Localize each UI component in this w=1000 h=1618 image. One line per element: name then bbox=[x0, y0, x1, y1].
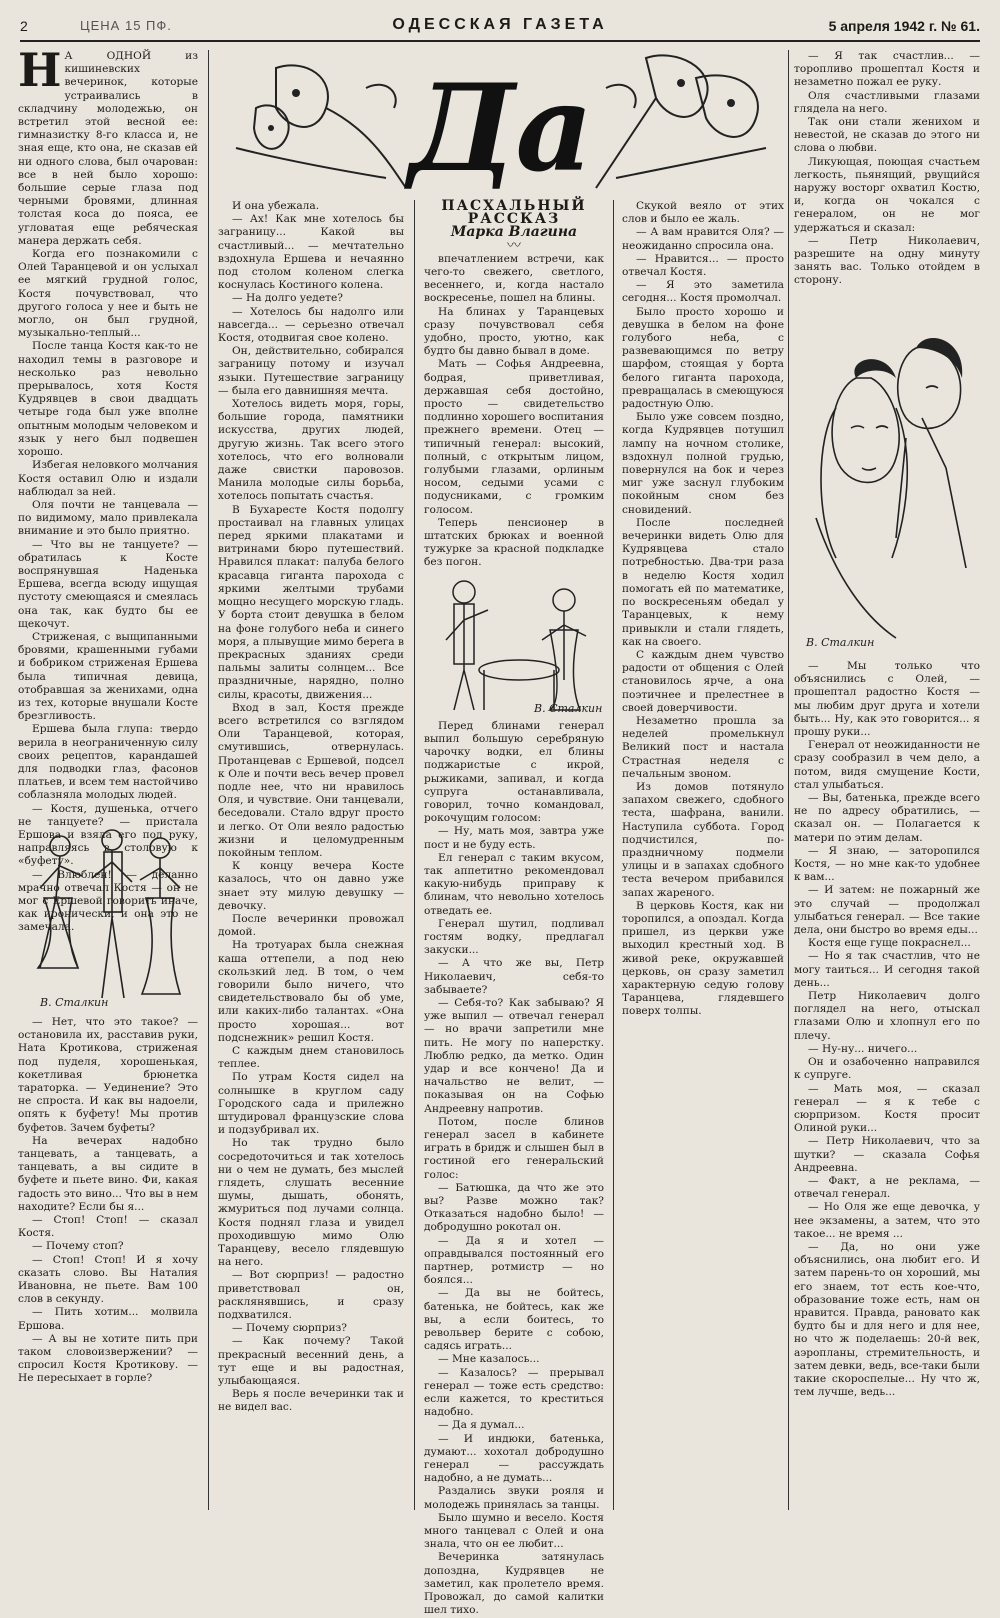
paragraph: — Да я и хотел — оправдывался постоянный его партнер, ротмистр — но боялся... bbox=[424, 1234, 604, 1287]
paragraph: Незаметно прошла за неделей промелькнул Великий пост и настала Страстная неделя с печальным звоном. bbox=[622, 714, 784, 780]
paragraph: — На долго уедете? bbox=[232, 292, 343, 305]
paragraph: Вход в зал, Костя прежде всего встретился со взглядом Оли Таранцевой, которая, смутившись, отвернулась. Протанцевав с Ершевой, подсел к Оле и почти весь вечер провел подле нее, что ни нравилось Оля, и чувствие. Они танцевали, беседовали. Стало вдруг просто и легко. От Оли веяло радостью жизни и целомудренным покойным теплом. bbox=[218, 701, 404, 859]
paragraph: В церковь Костя, как ни торопился, а опоздал. Когда пришел, из церкви уже выходил крестный ход. В живой реке, окружавшей церковь, он сразу заметил характерную седую голову Таранцева, глядевшего поверх толпы. bbox=[622, 899, 784, 1018]
column-rule bbox=[414, 200, 415, 1510]
paragraph: — Да вы не бойтесь, батенька, не бойтесь, как же вы, а если боитесь, то револьвер берите с собою, садясь играть... bbox=[424, 1287, 604, 1353]
paragraph: Костя еще гуще покраснел... bbox=[808, 937, 971, 950]
paragraph: Ершева была глупа: твердо верила в неограниченную силу своих рецептов, карандашей для подводки глаз, фасонов платьев, и всем тем настойчиво соблазняла молодых людей. bbox=[18, 723, 198, 802]
paragraph: — Но Оля же еще девочка, у нее экзамены, а затем, что это такое... не время ... bbox=[794, 1201, 980, 1240]
paragraph: Хотелось видеть моря, горы, большие города, памятники искусства, других людей, другую жизнь. Так всего этого хотелось, что его волновали даже свистки паровозов. Манила молодые силы борьба, хотелось попытать счастья. bbox=[218, 398, 404, 503]
story-author: Марка Влагина bbox=[450, 224, 578, 241]
paragraph: — Себя-то? Как забываю? Я уже выпил — отвечал генерал — но врачи запретили мне пить. Не могу по наперстку. Люблю редко, да метко. Один удар и все кончено! Да и начальство не велит, — показывая он на Софью Андреевну напротив. bbox=[424, 996, 604, 1115]
paragraph: — Ах! Как мне хотелось бы заграницу... Какой вы счастливый... — мечтательно вздохнула Ершева и нечаянно под столом коленом слегка коснулась Костиного колена. bbox=[218, 213, 404, 292]
newspaper-header bbox=[20, 14, 980, 42]
paragraph: — Нет, что это такое? — остановила их, расставив руки, Ната Кротикова, стриженая под пуделя, хорошенькая, кокетливая брюнетка тараторка. — Уединение? Это не спроста. И как вы надоели, опять к буфету! Мы против буфетов. Зачем буфеты? bbox=[18, 1016, 198, 1134]
paragraph: На тротуарах была снежная каша оттепели, а под нею скользкий лед. В том, о чем говорили было ничего, что свидетельствовало бы об уме, или каких-либо талантах. «Она просто хорошая... вот подснежник» решил Костя. bbox=[218, 939, 404, 1044]
dateline: 5 апреля 1942 г. № 61. bbox=[828, 18, 980, 34]
column-4 bbox=[622, 200, 784, 1510]
story-heading: ПАСХАЛЬНЫЙ РАССКАЗ bbox=[441, 198, 587, 228]
paragraph: Он и озабоченно направился к супруге. bbox=[794, 1056, 980, 1082]
paragraph: — Нравится... — просто отвечал Костя. bbox=[622, 252, 784, 279]
blini-table-illustration bbox=[424, 570, 604, 716]
paragraph: — Костя, душенька, отчего не танцуете? — пристала Ершова и взяла его под руку, направляясь в столовую к «буфету». bbox=[18, 802, 198, 868]
paragraph: — Вот сюрприз! — радостно приветствовал он, расклянявшись, и сразу подхватился. bbox=[218, 1269, 404, 1322]
paragraph: — Что вы не танцуете? — обратилась к Косте воспрянувшая Наденька Ершева, всегда всюду ищущая пустоту смеющаяся и смеялась она так, как будто бы ее щекочут. bbox=[18, 538, 198, 630]
paragraph: — И затем: не пожарный же это случай — продолжал улыбаться генерал. — Все такие дела, они быстро во время еды... bbox=[794, 884, 980, 937]
column-rule bbox=[788, 50, 789, 1510]
paragraph: Было просто хорошо и девушка в белом на фоне голубого неба, с развевающимся по ветру шарфом, стоящая у борта белого гиганта парохода, превращалась в смеющуюся радостную Олю. bbox=[622, 305, 784, 411]
paragraph: — Ну-ну... ничего... bbox=[808, 1042, 918, 1055]
paragraph: Теперь пенсионер в штатских брюках и военной тужурке за красной подкладке без погон. bbox=[424, 516, 604, 569]
paragraph: С каждым днем чувство радости от общения с Олей становилось ярче, а она поэтичнее и прелестнее в своей доверчивости. bbox=[622, 648, 784, 714]
story-title-art bbox=[216, 48, 786, 198]
couple-portrait-illustration bbox=[796, 318, 978, 654]
title-word: Да bbox=[408, 58, 594, 199]
column-rule bbox=[208, 50, 209, 1510]
paragraph: Перед блинами генерал выпил большую серебряную чарочку водки, ел блины поджаристые с икрой, рыжиками, запивал, и когда супруга останавливала, говорил, точно командовал, рокочущим голосом: bbox=[424, 719, 604, 825]
paragraph: — Но я так счастлив, что не могу таиться... И сегодня такой день... bbox=[794, 950, 980, 989]
paragraph: Генерал шутил, подливал гостям водку, предлагал закуски... bbox=[424, 917, 604, 957]
paragraph: Ел генерал с таким вкусом, так аппетитно рекомендовал какую-нибудь приправу к блинам, что невольно хотелось отведать ее. bbox=[424, 851, 604, 917]
paragraph: Мать — Софья Андреевна, бодрая, приветливая, державшая себя достойно, просто — свидетельство подлинно хорошего воспитания прежнего времени. Отец — типичный генерал: высокий, полный, с открытым лицом, голубыми глазами, орлиным носом, седыми усами с подусниками, с громким голосом. bbox=[424, 358, 604, 516]
column-3 bbox=[424, 198, 604, 1617]
column-5-continued bbox=[794, 660, 980, 1510]
paragraph: Было уже совсем поздно, когда Кудрявцев потушил лампу на ночном столике, вздохнул полной грудью, повернулся на бок и через миг уже заснул глубоким покойным сном без сновидений. bbox=[622, 411, 784, 516]
paragraph: Раздались звуки рояля и молодежь принялась за танцы. bbox=[424, 1485, 604, 1511]
paragraph: Он, действительно, собирался заграницу потому и изучал языки. Путешествие заграницу — была его давнишняя мечта. bbox=[218, 345, 404, 397]
column-rule bbox=[613, 200, 614, 1510]
paragraph: Было шумно и весело. Костя много танцевал с Олей и она знала, что он ее любит... bbox=[424, 1511, 604, 1551]
paragraph: — А вам нравится Оля? — неожиданно спросила она. bbox=[622, 226, 784, 252]
paragraph: Оля счастливыми глазами глядела на него. bbox=[794, 89, 980, 115]
divider-ornament: 〰 bbox=[507, 237, 521, 254]
paragraph: После последней вечеринки видеть Олю для Кудрявцева стало потребностью. Два-три раза в неделю Костя ходил помогать ей по математике, по воскресеньям обедал у Таранцевых, к нему привыкли и стали глядеть, как на своего. bbox=[622, 516, 784, 648]
paragraph: С каждым днем становилось теплее. bbox=[218, 1045, 404, 1071]
paragraph: — Я это заметила сегодня... Костя промолчал. bbox=[622, 279, 784, 305]
paragraph: — Ну, мать моя, завтра уже пост и не буду есть. bbox=[424, 825, 604, 851]
paragraph: Оля почти не танцевала — по видимому, мало привлекала внимание и это было приятно. bbox=[18, 498, 198, 538]
paragraph: Когда его познакомили с Олей Таранцевой и он услыхал ее мягкий грудной голос, Костя почувствовал, что другого голоса у нее и быть не могло, он был грудной, музыкально-теплый... bbox=[18, 248, 198, 340]
page-number: 2 bbox=[20, 18, 28, 34]
paragraph: — А что же вы, Петр Николаевич, себя-то забываете? bbox=[424, 957, 604, 996]
paragraph: — Да я думал... bbox=[438, 1419, 525, 1432]
illustration-signature: В. Сталкин bbox=[534, 701, 603, 715]
paragraph: — Пить хотим... молвила Ершова. bbox=[18, 1306, 198, 1332]
paragraph: И она убежала. bbox=[232, 200, 320, 212]
paragraph: — Петр Николаевич, что за шутки? — сказала Софья Андреевна. bbox=[794, 1135, 980, 1174]
paragraph: — Мать моя, — сказал генерал — я к тебе с сюрпризом. Костя просит Олиной руки... bbox=[794, 1082, 980, 1135]
illustration-signature: В. Сталкин bbox=[806, 636, 875, 649]
paragraph: — А вы не хотите пить при таком словоизвержении? — спросил Костя Кротикову. — Не пересыхает в горле? bbox=[18, 1332, 198, 1385]
paragraph: — И индюки, батенька, думают... хохотал добродушно генерал — рассуждать надобно, а не думать... bbox=[424, 1432, 604, 1485]
paragraph: — Вы, батенька, прежде всего не по адресу обратились, — сказал он. — Полагается к матери по этим делам. bbox=[794, 792, 980, 844]
paragraph: На вечерах надобно танцевать, а танцевать, а танцевать, а вы сидите в буфете и пьете вино. Фи, какая гадость это вино... Что вы в нем находите? Если бы я... bbox=[18, 1134, 198, 1213]
column-1-continued bbox=[18, 1016, 198, 1510]
paragraph: — Влюблен! — деланно мрачно отвечал Костя — он не мог с Ершевой говорить иначе, как иронически, и она это не замечала. bbox=[18, 868, 198, 934]
flower-ornament-illustration bbox=[216, 48, 786, 198]
paragraph: — Я так счастлив... — торопливо прошептал Костя и незаметно пожал ее руку. bbox=[794, 50, 980, 89]
paragraph: Скукой веяло от этих слов и было ее жаль. bbox=[622, 200, 784, 226]
paragraph: — Батюшка, да что же это вы? Разве можно так? Отказаться надобно было! — добродушно рокотал он. bbox=[424, 1181, 604, 1234]
column-2 bbox=[218, 200, 404, 1510]
dancing-couple-illustration bbox=[20, 818, 196, 1010]
illustration-signature: В. Сталкин bbox=[40, 996, 109, 1009]
paragraph: Из домов потянуло запахом свежего, сдобного теста, шафрана, ванили. Наступила суббота. Город подчистился, по-праздничному подмели улицы и в запахах сдобного теста вечером прибавился запах жареного. bbox=[622, 780, 784, 899]
paragraph: Так они стали женихом и невестой, не сказав до этого ни слова о любви. bbox=[794, 116, 980, 155]
paragraph: Верь я после вечеринки так и не видел вас. bbox=[218, 1388, 404, 1414]
paragraph: Ликующая, поющая счастьем легкость, пьянящий, рвущийся наружу восторг охватил Костю, и, когда он чокался с генералом, он не мог удержаться и сказал: bbox=[794, 155, 980, 234]
column-5 bbox=[794, 50, 980, 312]
paragraph: — Почему стоп? bbox=[32, 1240, 124, 1253]
paragraph: — Стоп! Стоп! — сказал Костя. bbox=[18, 1214, 198, 1240]
price-stamp: ЦЕНА 15 ПФ. bbox=[80, 18, 172, 33]
blini-table-illustration-slot bbox=[424, 570, 604, 720]
paragraph: Стриженая, с выщипанными бровями, крашенными губами и бобриком стриженая Ершева была типичная девица, отобравшая за женихами, одна из тех, которые внушали Косте брезгливость. bbox=[18, 630, 198, 723]
paragraph: В Бухаресте Костя подолгу простаивал на главных улицах перед яркими плакатами и витринами бюро путешествий. Нравился плакат: палуба белого красавца гиганта парохода с яркими желтыми трубами мощно несущего морскую гладь. У борта стоит девушка в белом на фоне голубого неба и синего моря, а плывущие мимо берега в прекрасных зданиях среди пальмы залиты солнцем... Все праздничные, нарядно, полно силы, красоты, движения... bbox=[218, 503, 404, 701]
paragraph: По утрам Костя сидел на солнышке в круглом саду Городского сада и прилежно штудировал французские слова и подзубривал их. bbox=[218, 1071, 404, 1137]
paragraph: — Как почему? Такой прекрасный весенний день, а тут еще и вы радостная, улыбающаяся. bbox=[218, 1335, 404, 1388]
paragraph: — Мне казалось... bbox=[438, 1353, 540, 1366]
paragraph: После вечеринки провожал домой. bbox=[218, 912, 404, 939]
paragraph: — Стоп! Стоп! И я хочу сказать слово. Вы Наталия Ивановна, не пьете. Вам 100 слов в секунду. bbox=[18, 1253, 198, 1306]
column-1 bbox=[18, 43, 198, 934]
paragraph: — Факт, а не реклама, — отвечал генерал. bbox=[794, 1174, 980, 1201]
paragraph: — Почему сюрприз? bbox=[232, 1322, 347, 1335]
paragraph: Потом, после блинов генерал засел в кабинете играть в бридж и слышен был в гостиной его генеральский голос: bbox=[424, 1115, 604, 1181]
paragraph: Вечеринка затянулась допоздна, Кудрявцев не заметил, как пролетело время. Провожал, до самой калитки шел тихо. bbox=[424, 1551, 604, 1617]
paragraph: — Да, но они уже объяснились, она любит его. И затем парень-то он хороший, мы его знаем, тот есть кое-что, образование тоже есть, нам он нравится. Правда, рановато как будто бы и для него и для нее, но что ж поделаешь: 20-й век, аэропланы, стремительность, и затем девки, ведь, все-таки были такие скороспелые... Ну что ж, тем лучше, ведь... bbox=[794, 1240, 980, 1399]
paragraph: — Казалось? — прерывал генерал — тоже есть средство: если кажется, то креститься надобно. bbox=[424, 1366, 604, 1419]
paragraph: А ОДНОЙ из кишиневских вечеринок, которые устраивались в складчину молодежью, он встретил этой весной ее: гимназистку 8-го класса и, не зная еще, кто она, не сказав ей ни одного слова, был очарован: все в ней было хорошо: большие серые глаза под черными бровями, длинная толстая коса до пояса, ее угловатая еще ребяческая манера держать себя. bbox=[18, 50, 198, 247]
paragraph: На блинах у Таранцевых сразу почувствовал себя удобно, просто, уютно, как будто бы давно бывал в доме. bbox=[424, 305, 604, 358]
paragraph: впечатлением встречи, как чего-то свежего, светлого, весеннего, и, когда настало воскресенье, пошел на блины. bbox=[424, 252, 604, 305]
paragraph: Петр Николаевич долго поглядел на него, отыскал глазами Олю и хлопнул его по плечу. bbox=[794, 990, 980, 1042]
paragraph: — Хотелось бы надолго или навсегда... — серьезно отвечал Костя, отодвигая свое колено. bbox=[218, 305, 404, 345]
paragraph: — Я знаю, — заторопился Костя, — но мне как-то удобнее к вам... bbox=[794, 844, 980, 884]
paragraph: — Мы только что объяснились с Олей, — прошептал радостно Костя — мы любим друг друга и хотели быть... Ну, как это говорится... я прошу руки... bbox=[794, 660, 980, 739]
paragraph: Но так трудно было сосредоточиться и так хотелось ни о чем не думать, без мыслей глядеть, слушать весенние шумы, дышать, обонять, жмуриться под лучами солнца. Костя поднял глаза и увидел проходившую мимо Олю Таранцеву, весело глядевшую на него. bbox=[218, 1137, 404, 1269]
drop-cap: Н bbox=[18, 43, 62, 97]
paragraph: Избегая неловкого молчания Костя оставил Олю и издали наблюдал за ней. bbox=[18, 459, 198, 498]
paragraph: После танца Костя как-то не находил темы в разговоре и несколько раз невольно прерывалось, хотя Костя Кудрявцев в свои двадцать четыре года был уже вполне опытным молодым человеком и язык у него был подвешен хорошо. bbox=[18, 340, 198, 459]
masthead: ОДЕССКАЯ ГАЗЕТА bbox=[392, 16, 608, 33]
paragraph: — Петр Николаевич, разрешите на одну минуту занять вас. Только отойдем в сторону. bbox=[794, 234, 980, 287]
paragraph: К концу вечера Косте казалось, что он давно уже знает эту милую девушку — девочку. bbox=[218, 860, 404, 912]
paragraph: Генерал от неожиданности не сразу сообразил в чем дело, а потом, видя смущение Кости, стал улыбаться. bbox=[794, 739, 980, 791]
